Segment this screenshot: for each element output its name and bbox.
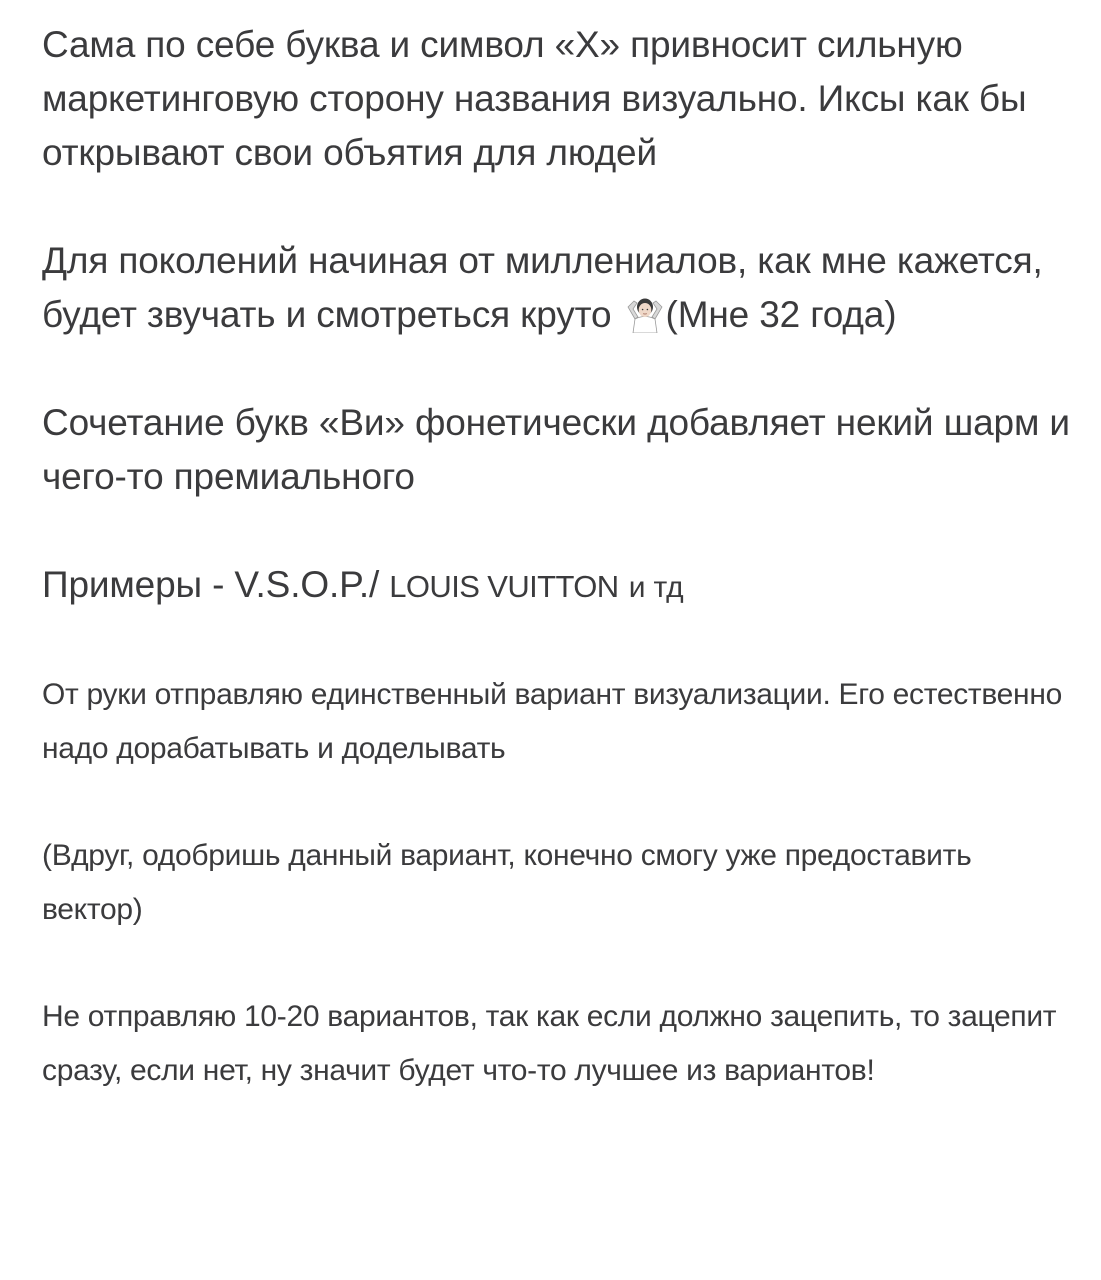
message-text [42, 18, 1072, 1098]
paragraph-handdrawn: От руки отправляю единственный вариант визуализации. Его естественно надо дорабатывать и доделывать [42, 678, 1062, 765]
spacer [42, 776, 1072, 829]
examples-brand: LOUIS VUITTON [389, 569, 619, 604]
spacer [42, 180, 1072, 234]
paragraph-generations [42, 234, 1072, 342]
examples-suffix: и тд [628, 571, 684, 604]
spacer [42, 504, 1072, 558]
paragraph-vector: (Вдруг, одобришь данный вариант, конечно смогу уже предоставить вектор) [42, 839, 972, 926]
spacer [42, 342, 1072, 396]
person-shrugging-icon [626, 294, 664, 332]
spacer [42, 937, 1072, 990]
paragraph-generations-age: (Мне 32 года) [665, 294, 897, 335]
paragraph-examples [42, 558, 1072, 615]
paragraph-generations-text: Для поколений начиная от миллениалов, как мне кажется, будет звучать и смотреться круто [42, 240, 1043, 335]
spacer [42, 615, 1072, 668]
paragraph-variants: Не отправляю 10-20 вариантов, так как если должно зацепить, то зацепит сразу, если нет, ну значит будет что-то лучшее из вариантов! [42, 1000, 1057, 1087]
examples-prefix: Примеры - V.S.O.P./ [42, 564, 380, 605]
paragraph-vi-letters: Сочетание букв «Ви» фонетически добавляет некий шарм и чего-то премиального [42, 402, 1070, 497]
paragraph-x-symbol: Сама по себе буква и символ «X» привносит сильную маркетинговую сторону названия визуально. Иксы как бы открывают свои объятия для людей [42, 24, 1027, 173]
